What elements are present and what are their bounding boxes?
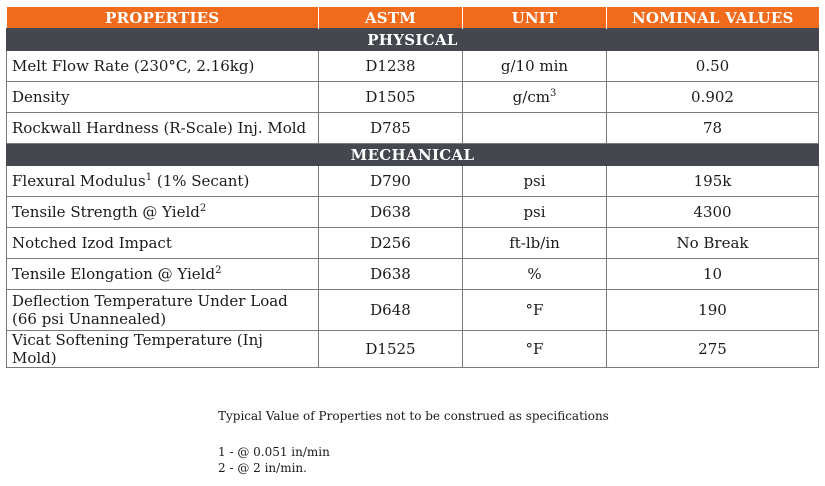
- table-header-row: [7, 7, 819, 29]
- astm-cell: D648: [319, 290, 463, 331]
- unit-cell: %: [463, 259, 607, 290]
- properties-table: [6, 7, 819, 368]
- disclaimer-text: Typical Value of Properties not to be construed as specifications: [218, 409, 609, 423]
- astm-cell: D256: [319, 228, 463, 259]
- header-properties: PROPERTIES: [7, 7, 319, 29]
- table-row: [7, 82, 819, 113]
- value-cell: 4300: [607, 197, 819, 228]
- table-row: [7, 166, 819, 197]
- value-cell: 275: [607, 331, 819, 368]
- footnote-marker: 2: [199, 203, 207, 214]
- header-astm: ASTM: [319, 7, 463, 29]
- property-cell: [7, 166, 319, 197]
- footnote-marker: 2: [215, 265, 222, 276]
- table-row: [7, 331, 819, 368]
- footnote-2: 2 - @ 2 in/min.: [218, 461, 307, 475]
- value-cell: 190: [607, 290, 819, 331]
- unit-cell: g/10 min: [463, 51, 607, 82]
- property-cell: [7, 259, 319, 290]
- unit-superscript: 3: [549, 88, 557, 99]
- astm-cell: D638: [319, 259, 463, 290]
- section-mechanical: MECHANICAL: [7, 144, 819, 166]
- unit-cell: psi: [463, 197, 607, 228]
- value-cell: No Break: [607, 228, 819, 259]
- astm-cell: D790: [319, 166, 463, 197]
- table-row: [7, 51, 819, 82]
- astm-cell: D1238: [319, 51, 463, 82]
- unit-text: g/cm: [512, 88, 550, 106]
- table-row: [7, 290, 819, 331]
- unit-cell: psi: [463, 166, 607, 197]
- footnote-1: 1 - @ 0.051 in/min: [218, 445, 330, 459]
- header-unit: UNIT: [463, 7, 607, 29]
- property-cell: Notched Izod Impact: [7, 228, 319, 259]
- unit-cell: °F: [463, 290, 607, 331]
- property-cell: Melt Flow Rate (230°C, 2.16kg): [7, 51, 319, 82]
- property-cell: Rockwall Hardness (R-Scale) Inj. Mold: [7, 113, 319, 144]
- section-mechanical-row: [7, 144, 819, 166]
- property-text: Tensile Strength @ Yield: [12, 203, 200, 221]
- value-cell: 0.50: [607, 51, 819, 82]
- table-row: [7, 197, 819, 228]
- astm-cell: D638: [319, 197, 463, 228]
- property-text: Flexural Modulus: [12, 172, 146, 190]
- property-suffix: (1% Secant): [152, 172, 250, 190]
- astm-cell: D1525: [319, 331, 463, 368]
- header-nominal-values: NOMINAL VALUES: [607, 7, 819, 29]
- property-cell: Vicat Softening Temperature (Inj Mold): [7, 331, 319, 368]
- unit-cell: [463, 82, 607, 113]
- value-cell: 0.902: [607, 82, 819, 113]
- section-physical-row: [7, 29, 819, 51]
- astm-cell: D785: [319, 113, 463, 144]
- property-text: Tensile Elongation @ Yield: [12, 265, 216, 283]
- footnote-marker: 1: [145, 172, 153, 183]
- notes-block: [218, 409, 609, 476]
- section-physical: PHYSICAL: [7, 29, 819, 51]
- property-cell: [7, 197, 319, 228]
- table-row: [7, 228, 819, 259]
- unit-cell: [463, 113, 607, 144]
- astm-cell: D1505: [319, 82, 463, 113]
- value-cell: 195k: [607, 166, 819, 197]
- table-row: [7, 259, 819, 290]
- property-cell: Density: [7, 82, 319, 113]
- value-cell: 10: [607, 259, 819, 290]
- value-cell: 78: [607, 113, 819, 144]
- unit-cell: ft-lb/in: [463, 228, 607, 259]
- table-row: [7, 113, 819, 144]
- property-cell: Deflection Temperature Under Load (66 psi Unannealed): [7, 290, 319, 331]
- unit-cell: °F: [463, 331, 607, 368]
